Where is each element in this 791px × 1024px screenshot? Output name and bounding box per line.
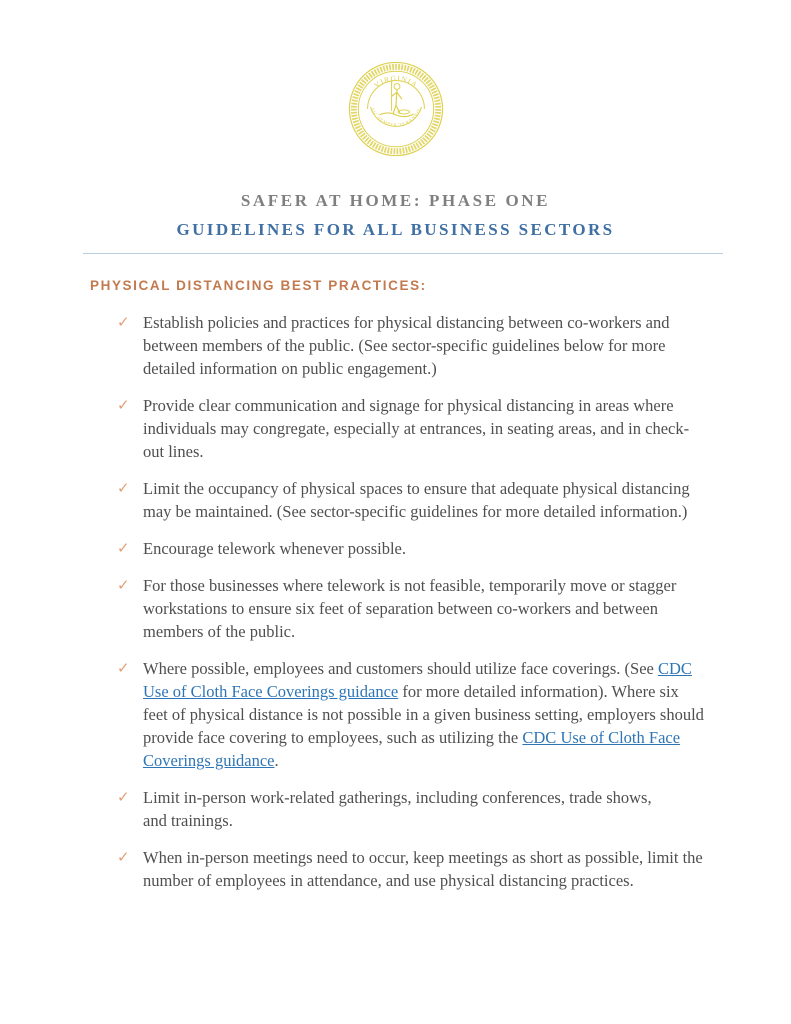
checkmark-icon: ✓ [117,848,130,866]
bullet-text: When in-person meetings need to occur, keep meetings as short as possible, limit the number of employees in attendance, and use physical distancing practices. [143,848,703,890]
list-item [117,394,717,463]
checkmark-icon: ✓ [117,396,130,414]
bullet-text: Encourage telework whenever possible. [143,539,406,558]
svg-text:SIC SEMPER TYRANNIS [370,107,422,127]
list-item [117,846,717,892]
list-item [117,657,717,772]
checkmark-icon: ✓ [117,788,130,806]
bullet-text: Where possible, employees and customers should utilize face coverings. (See CDC Use of Cloth Face Coverings guidance for more detailed information). Where six feet of physical distance is not possible in a given business setting, employers should provide face covering to employees, such as utilizing the CDC Use of Cloth Face Coverings guidance. [143,659,704,770]
bullet-text: Limit the occupancy of physical spaces to ensure that adequate physical distancing may be maintained. (See sector-specific guidelines for more detailed information.) [143,479,690,521]
virginia-state-seal-icon [347,60,445,158]
seal-bottom-text: SIC SEMPER TYRANNIS [369,107,422,128]
checkmark-icon: ✓ [117,313,130,331]
checkmark-icon: ✓ [117,659,130,677]
bullet-list [117,311,717,906]
bullet-text: For those businesses where telework is not feasible, temporarily move or stagger workstations to ensure six feet of separation between co-workers and between members of the public. [143,576,677,641]
cdc-face-coverings-link[interactable]: CDC Use of Cloth Face Coverings guidance [143,728,681,770]
seal-top-text: VIRGINIA [371,73,420,90]
list-item [117,311,717,380]
document-header [0,191,791,240]
list-item [117,537,717,560]
seal-container [0,60,791,158]
bullet-text: Establish policies and practices for physical distancing between co-workers and between members of the public. (See sector-specific guidelines below for more detailed information on public engagement.) [143,313,670,378]
list-item [117,477,717,523]
list-item [117,574,717,643]
checkmark-icon: ✓ [117,539,130,557]
document-subtitle: GUIDELINES FOR ALL BUSINESS SECTORS [176,220,615,239]
list-item [117,786,717,832]
bullet-text: Provide clear communication and signage for physical distancing in areas where individuals may congregate, especially at entrances, in seating areas, and in check-out lines. [143,396,690,461]
document-title: SAFER AT HOME: PHASE ONE [240,191,551,210]
section-heading: PHYSICAL DISTANCING BEST PRACTICES: [90,278,427,293]
svg-text:VIRGINIA [372,73,420,89]
checkmark-icon: ✓ [117,576,130,594]
cdc-face-coverings-link[interactable]: CDC Use of Cloth Face Coverings guidance [143,659,692,701]
checkmark-icon: ✓ [117,479,130,497]
bullet-text: Limit in-person work-related gatherings, including conferences, trade shows, and trainings. [143,788,652,830]
header-divider [83,253,723,254]
